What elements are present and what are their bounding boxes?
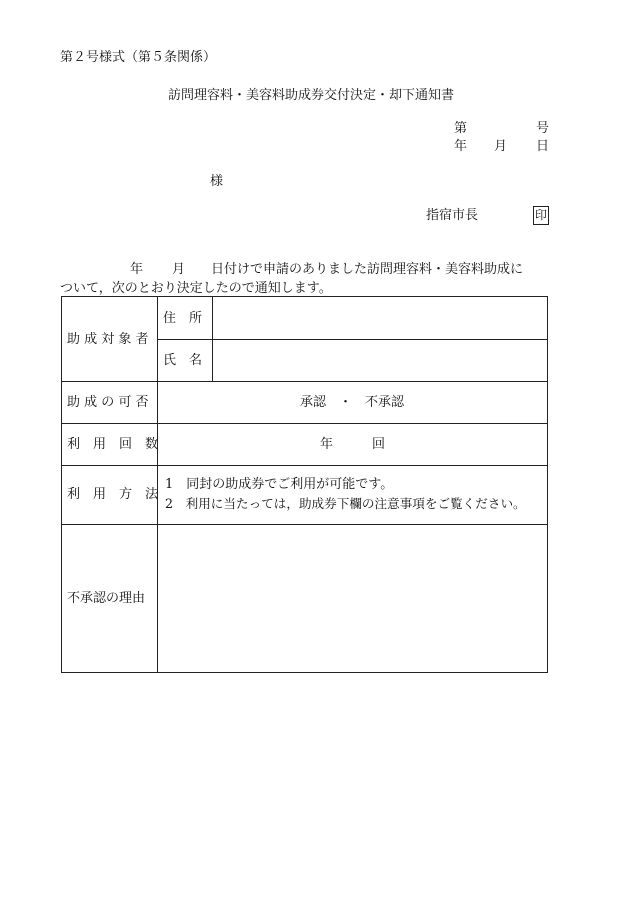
body-text-line-1: 日付けで申請のありました訪問理容料・美容料助成に <box>211 262 524 277</box>
decision-table <box>61 296 548 673</box>
row-divider <box>62 524 547 525</box>
usage-method-item: 2 利用に当たっては，助成券下欄の注意事項をご覧ください。 <box>165 496 526 511</box>
usage-count-label: 利 用 回 数 <box>67 437 159 452</box>
seal-mark: 印 <box>533 206 549 225</box>
subject-label: 助 成 対 象 者 <box>67 332 149 347</box>
issue-date-day: 日 <box>536 139 550 154</box>
usage-method-label: 利 用 方 法 <box>67 487 159 502</box>
issuer-name: 指宿市長 <box>426 208 479 223</box>
name-label: 氏 名 <box>163 353 203 368</box>
row-divider <box>62 465 547 466</box>
body-year: 年 <box>130 262 144 277</box>
issue-date-month: 月 <box>494 139 508 154</box>
issue-date-year: 年 <box>454 139 468 154</box>
usage-method-item: 1 同封の助成券でご利用が可能です。 <box>165 477 394 492</box>
approval-label: 助 成 の 可 否 <box>67 395 149 410</box>
body-text-line-2: ついて，次のとおり決定したので通知します。 <box>60 281 332 296</box>
form-number: 第２号様式（第５条関係） <box>60 50 217 65</box>
approval-options: 承認 ・ 不承認 <box>300 395 405 410</box>
body-month: 月 <box>172 262 186 277</box>
column-divider <box>157 297 158 672</box>
row-divider <box>157 339 547 340</box>
document-number-prefix: 第 <box>454 121 468 136</box>
row-divider <box>62 423 547 424</box>
address-label: 住 所 <box>163 311 203 326</box>
recipient-honorific: 様 <box>210 174 224 189</box>
column-divider <box>212 297 213 381</box>
usage-count-value: 年 回 <box>320 437 386 452</box>
document-title: 訪問理容料・美容料助成券交付決定・却下通知書 <box>168 88 455 103</box>
row-divider <box>62 381 547 382</box>
document-number-suffix: 号 <box>536 121 550 136</box>
rejection-reason-label: 不承認の理由 <box>67 591 146 606</box>
